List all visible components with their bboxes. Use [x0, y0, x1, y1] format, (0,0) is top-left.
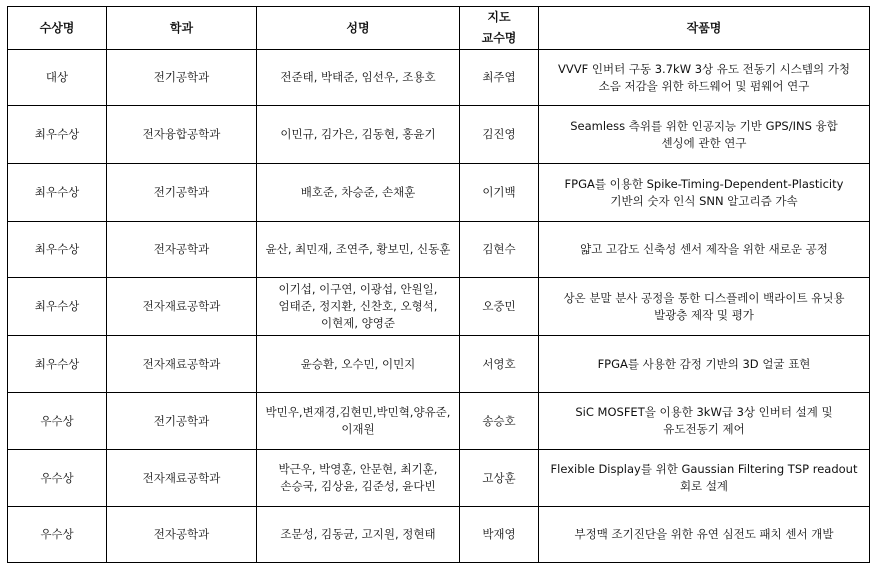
award-cell: 우수상: [8, 393, 107, 450]
header-professor-line1: 지도: [487, 10, 511, 24]
title-cell: 얇고 고감도 신축성 센서 제작을 위한 새로운 공정: [539, 222, 870, 278]
names-cell: 박민우,변재경,김현민,박민혁,양유준, 이재원: [257, 393, 460, 450]
awards-table: [7, 6, 870, 563]
header-professor: [460, 7, 539, 50]
header-dept: 학과: [107, 7, 257, 50]
title-cell: FPGA를 이용한 Spike-Timing-Dependent-Plasticity 기반의 숫자 인식 SNN 알고리즘 가속: [539, 164, 870, 222]
dept-cell: 전자공학과: [107, 222, 257, 278]
award-cell: 최우수상: [8, 336, 107, 393]
award-cell: 최우수상: [8, 222, 107, 278]
title-cell: VVVF 인버터 구동 3.7kW 3상 유도 전동기 시스템의 가청 소음 저감을 위한 하드웨어 및 펌웨어 연구: [539, 50, 870, 106]
table-row: [8, 393, 870, 450]
header-award: 수상명: [8, 7, 107, 50]
professor-cell: 김진영: [460, 106, 539, 164]
dept-cell: 전자재료공학과: [107, 278, 257, 336]
professor-cell: 송승호: [460, 393, 539, 450]
names-cell: 윤산, 최민재, 조연주, 황보민, 신동훈: [257, 222, 460, 278]
professor-cell: 서영호: [460, 336, 539, 393]
professor-cell: 이기백: [460, 164, 539, 222]
award-cell: 최우수상: [8, 278, 107, 336]
professor-cell: 김현수: [460, 222, 539, 278]
title-cell: Flexible Display를 위한 Gaussian Filtering TSP readout 회로 설계: [539, 450, 870, 507]
table-row: [8, 50, 870, 106]
header-title: 작품명: [539, 7, 870, 50]
header-professor-line2: 교수명: [481, 31, 517, 45]
professor-cell: 최주엽: [460, 50, 539, 106]
award-cell: 우수상: [8, 507, 107, 563]
table-row: [8, 222, 870, 278]
names-cell: 이기섭, 이구연, 이광섭, 안원일, 엄태준, 정지환, 신찬호, 오형석, 이현제, 양영준: [257, 278, 460, 336]
header-names: 성명: [257, 7, 460, 50]
table-row: [8, 164, 870, 222]
professor-cell: 오중민: [460, 278, 539, 336]
names-cell: 박근우, 박영훈, 안문현, 최기훈, 손승국, 김상윤, 김준성, 윤다빈: [257, 450, 460, 507]
title-cell: 부정맥 조기진단을 위한 유연 심전도 패치 센서 개발: [539, 507, 870, 563]
names-cell: 조문성, 김동균, 고지원, 정현태: [257, 507, 460, 563]
names-cell: 이민규, 김가은, 김동현, 홍윤기: [257, 106, 460, 164]
table-row: [8, 450, 870, 507]
names-cell: 윤승환, 오수민, 이민지: [257, 336, 460, 393]
dept-cell: 전자공학과: [107, 507, 257, 563]
award-cell: 대상: [8, 50, 107, 106]
names-cell: 전준태, 박태준, 임선우, 조용호: [257, 50, 460, 106]
table-row: [8, 507, 870, 563]
title-cell: SiC MOSFET을 이용한 3kW급 3상 인버터 설계 및 유도전동기 제어: [539, 393, 870, 450]
title-cell: FPGA를 사용한 감정 기반의 3D 얼굴 표현: [539, 336, 870, 393]
award-cell: 우수상: [8, 450, 107, 507]
dept-cell: 전자재료공학과: [107, 450, 257, 507]
award-cell: 최우수상: [8, 106, 107, 164]
dept-cell: 전기공학과: [107, 164, 257, 222]
dept-cell: 전자융합공학과: [107, 106, 257, 164]
table-row: [8, 106, 870, 164]
table-row: [8, 278, 870, 336]
dept-cell: 전기공학과: [107, 393, 257, 450]
professor-cell: 박재영: [460, 507, 539, 563]
dept-cell: 전기공학과: [107, 50, 257, 106]
names-cell: 배호준, 차승준, 손채훈: [257, 164, 460, 222]
header-row: [8, 7, 870, 50]
title-cell: 상온 분말 분사 공정을 통한 디스플레이 백라이트 유닛용 발광층 제작 및 평가: [539, 278, 870, 336]
title-cell: Seamless 측위를 위한 인공지능 기반 GPS/INS 융합 센싱에 관한 연구: [539, 106, 870, 164]
professor-cell: 고상훈: [460, 450, 539, 507]
awards-table-container: [7, 6, 869, 560]
award-cell: 최우수상: [8, 164, 107, 222]
dept-cell: 전자재료공학과: [107, 336, 257, 393]
table-row: [8, 336, 870, 393]
